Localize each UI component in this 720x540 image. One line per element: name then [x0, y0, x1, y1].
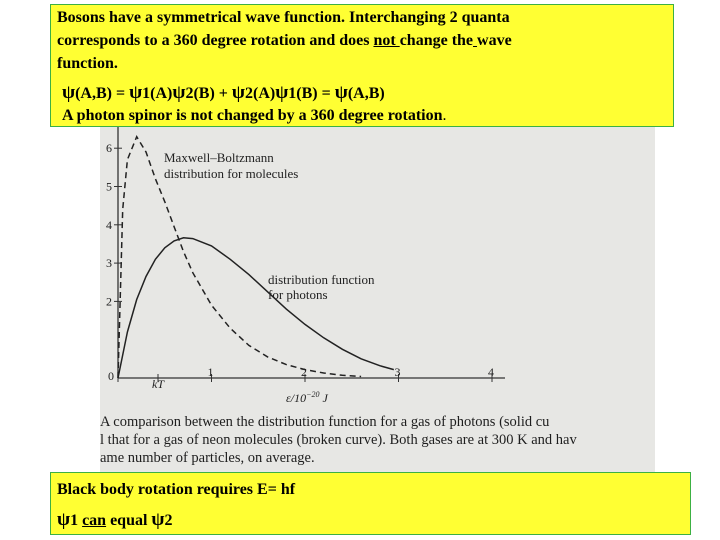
psi-part: 2 [164, 512, 173, 529]
psi-symbol: ψ [129, 82, 143, 103]
photon-distribution-curve [118, 238, 394, 378]
eq-part: 2(A) [244, 85, 276, 102]
kt-label: kT [152, 377, 164, 391]
x-tick-label: 2 [301, 365, 307, 379]
x-tick-label: 0 [108, 369, 114, 383]
top-text-box [50, 4, 674, 127]
caption-line-1: A comparison between the distribution function for a gas of photons (solid cu [100, 414, 550, 430]
spinor-period: . [442, 107, 447, 124]
caption-line-2: l that for a gas of neon molecules (broken curve). Both gases are at 300 K and hav [100, 432, 577, 448]
y-tick-label: 2 [106, 294, 112, 309]
psi-symbol: ψ [334, 82, 348, 103]
y-tick-label: 5 [106, 179, 112, 194]
caption-line-3: ame number of particles, on average. [100, 450, 315, 466]
bottom-text-box [50, 472, 691, 535]
label-mb-molecules: distribution for molecules [164, 166, 299, 181]
can-underlined: can [82, 512, 107, 529]
psi-equal-line [57, 509, 173, 531]
y-tick-label: 6 [106, 141, 112, 156]
eq-part: (A,B) = [75, 85, 130, 102]
label-photon-distribution: distribution function [268, 272, 375, 287]
eq-part: 1(A) [142, 85, 173, 102]
x-tick-label: 3 [394, 365, 401, 379]
psi-symbol: ψ [231, 82, 245, 103]
x-tick-label: 4 [488, 365, 494, 379]
label-maxwell-boltzmann: Maxwell–Boltzmann [164, 150, 274, 165]
y-tick-label: 3 [106, 256, 112, 271]
psi-symbol: ψ [62, 82, 76, 103]
line2-mid: change the [399, 32, 474, 49]
psi-symbol: ψ [275, 82, 289, 103]
black-body-line: Black body rotation requires E= hf [57, 481, 296, 498]
distribution-figure [100, 126, 655, 472]
not-underlined: not [373, 32, 400, 49]
eq-part: 2(B) + [185, 85, 232, 102]
psi-symbol: ψ [151, 509, 165, 530]
label-for-photons: for photons [268, 287, 328, 302]
spinor-sentence [62, 107, 447, 125]
psi-symbol: ψ [172, 82, 186, 103]
boson-sentence-line-2 [57, 32, 512, 50]
boson-sentence-line-1: Bosons have a symmetrical wave function. Interchanging 2 quanta [57, 9, 510, 26]
line2-post: wave [477, 32, 512, 49]
psi-part: 1 [70, 512, 83, 529]
eq-part: 1(B) = [288, 85, 335, 102]
spinor-text: A photon spinor is not changed by a 360 degree rotation [62, 107, 443, 124]
eq-part: (A,B) [347, 85, 385, 102]
boson-sentence-line-3: function. [57, 55, 118, 72]
wave-function-equation [62, 82, 385, 104]
psi-symbol: ψ [57, 509, 71, 530]
psi-part: equal [106, 512, 152, 529]
x-tick-label: 1 [207, 365, 214, 379]
line2-pre: corresponds to a 360 degree rotation and does [57, 32, 374, 49]
y-tick-label: 4 [106, 217, 112, 232]
x-axis-label: $\varepsilon/10^{-20}$ J [286, 390, 328, 405]
